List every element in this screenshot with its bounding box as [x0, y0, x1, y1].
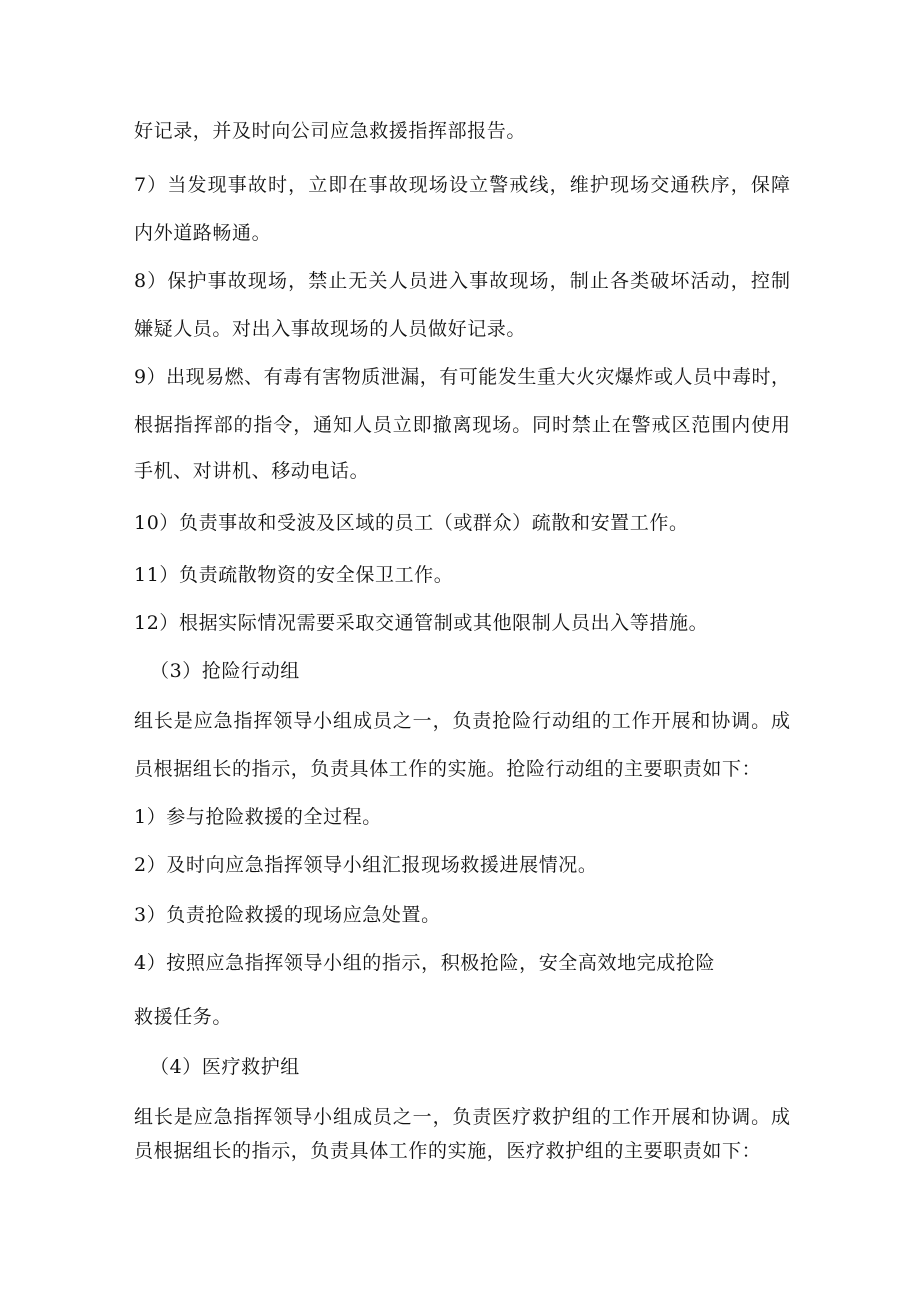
text-line: 7）当发现事故时，立即在事故现场设立警戒线，维护现场交通秩序，保障 — [134, 174, 790, 196]
text-line: 9）出现易燃、有毒有害物质泄漏，有可能发生重大火灾爆炸或人员中毒时， — [134, 366, 790, 388]
text-line: 2）及时向应急指挥领导小组汇报现场救援进展情况。 — [134, 854, 598, 876]
section-heading: （3）抢险行动组 — [150, 660, 300, 682]
text-line: 1）参与抢险救援的全过程。 — [134, 806, 382, 828]
text-line: 3）负责抢险救援的现场应急处置。 — [134, 904, 441, 926]
text-line: 8）保护事故现场，禁止无关人员进入事故现场，制止各类破坏活动，控制 — [134, 270, 790, 292]
text-line: 组长是应急指挥领导小组成员之一，负责医疗救护组的工作开展和协调。成 — [134, 1106, 790, 1128]
text-line: 好记录，并及时向公司应急救援指挥部报告。 — [134, 120, 527, 142]
section-heading: （4）医疗救护组 — [150, 1056, 300, 1078]
text-line: 员根据组长的指示，负责具体工作的实施，医疗救护组的主要职责如下： — [134, 1140, 762, 1162]
text-line: 10）负责事故和受波及区域的员工（或群众）疏散和安置工作。 — [134, 512, 689, 534]
text-line: 12）根据实际情况需要采取交通管制或其他限制人员出入等措施。 — [134, 612, 709, 634]
text-line: 根据指挥部的指令，通知人员立即撤离现场。同时禁止在警戒区范围内使用 — [134, 414, 790, 436]
text-line: 手机、对讲机、移动电话。 — [134, 460, 370, 482]
text-line: 嫌疑人员。对出入事故现场的人员做好记录。 — [134, 318, 527, 340]
text-line: 员根据组长的指示，负责具体工作的实施。抢险行动组的主要职责如下： — [134, 758, 762, 780]
text-line: 4）按照应急指挥领导小组的指示，积极抢险，安全高效地完成抢险 — [134, 952, 716, 974]
text-line: 救援任务。 — [134, 1006, 233, 1028]
text-line: 组长是应急指挥领导小组成员之一，负责抢险行动组的工作开展和协调。成 — [134, 710, 790, 732]
text-line: 内外道路畅通。 — [134, 222, 272, 244]
text-line: 11）负责疏散物资的安全保卫工作。 — [134, 564, 454, 586]
